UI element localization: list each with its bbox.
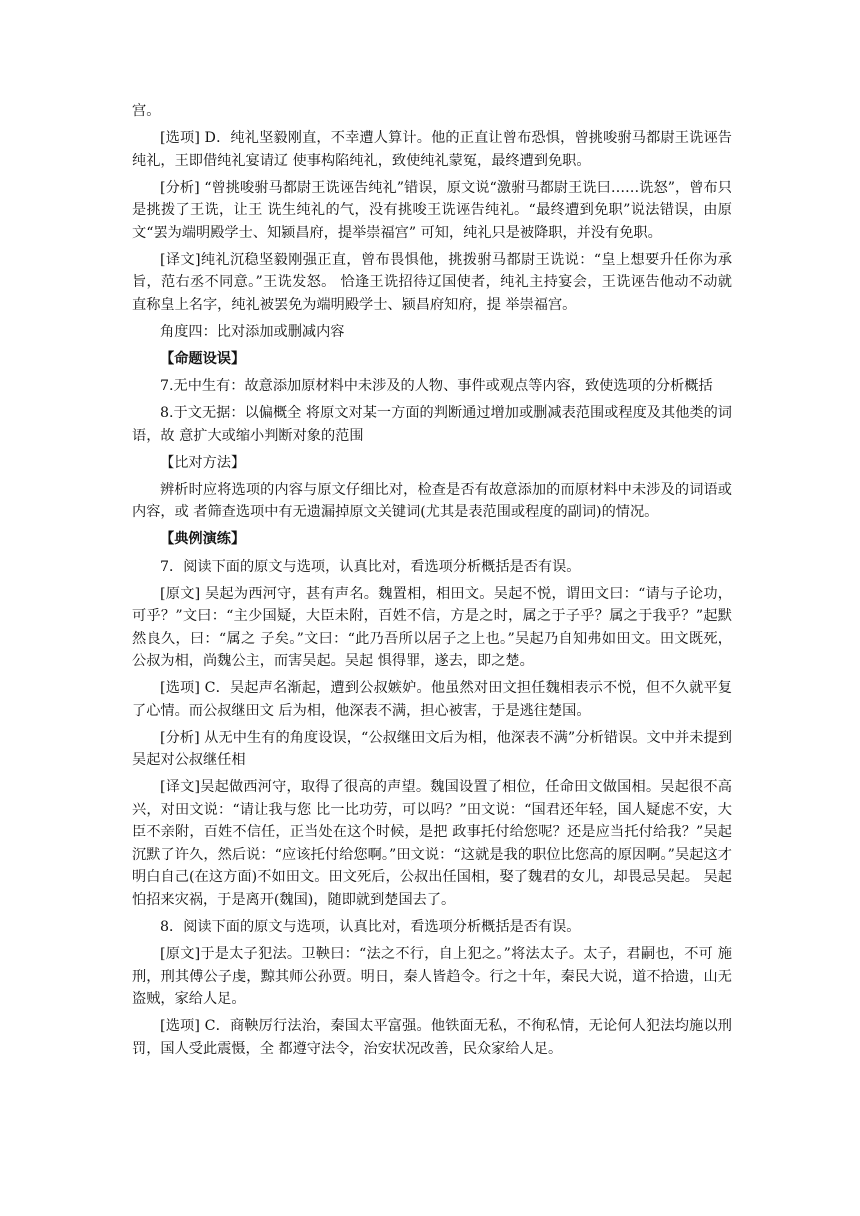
paragraph-original-7: [原文] 吴起为西河守，甚有声名。魏置相，相田文。吴起不悦，谓田文曰：“请与子论功， 可乎？”文曰：“主少国疑，大臣未附，百姓不信，方是之时，属之于子乎？属之于我乎？”起默然良久，曰：“属之 子矣。”文曰：“此乃吾所以居子之上也。”吴起乃自知弗如田文。田文既死，公叔为相，尚魏公主，而害吴起。吴起 惧得罪，遂去，即之楚。 bbox=[132, 585, 737, 670]
heading-comparison-method: 【比对方法】 bbox=[160, 454, 246, 471]
section-heading-angle-four: 角度四：比对添加或删减内容 bbox=[160, 323, 345, 340]
paragraph-translation-7: [译文]吴起做西河守，取得了很高的声望。魏国设置了相位，任命田文做国相。吴起很不高兴，对田文说：“请让我与您 比一比功劳，可以吗？”田文说：“国君还年轻，国人疑虑不安，大臣不亲附，百姓不信任，正当处在这个时候，是把 政事托付给您呢？还是应当托付给我？”吴起沉默了许久，然后说：“应该托付给您啊。”田文说：“这就是我的职位比您高的原因啊。”吴起这才明白自己(在这方面)不如田文。田文死后，公叔出任国相，娶了魏君的女儿，却畏忌吴起。 吴起怕招来灾祸，于是离开(魏国)，随即就到楚国去了。 bbox=[132, 779, 732, 908]
paragraph-analysis-7: [分析] 从无中生有的角度设误，“公叔继田文后为相，他深表不满”分析错误。文中并未提到吴起对公叔继任相 bbox=[132, 729, 732, 769]
paragraph-option-7: [选项] C．吴起声名渐起，遭到公叔嫉妒。他虽然对田文担任魏相表示不悦，但不久就平复了心情。而公叔继田文 后为相，他深表不满，担心被害，于是逃往楚国。 bbox=[132, 680, 732, 719]
paragraph-translation: [译文]纯礼沉稳坚毅刚强正直，曾布畏惧他，挑拨驸马都尉王诜说：“皇上想要升任你为承旨，范右丞不同意。”王诜发怒。 恰逢王诜招待辽国使者，纯礼主持宴会，王诜诬告他动不动就直称皇上名字，纯礼被罢免为端明殿学士、颍昌府知府，提 举崇福宫。 bbox=[132, 251, 732, 313]
paragraph-point-7: 7.无中生有：故意添加原材料中未涉及的人物、事件或观点等内容，致使选项的分析概括 bbox=[160, 378, 713, 395]
document-body bbox=[132, 100, 737, 1065]
paragraph-question-8: 8．阅读下面的原文与选项，认真比对，看选项分析概括是否有误。 bbox=[160, 919, 581, 935]
paragraph-option-d: [选项] D．纯礼坚毅刚直，不幸遭人算计。他的正直让曾布恐惧，曾挑唆驸马都尉王诜诬告纯礼，王即借纯礼宴请辽 使事构陷纯礼，致使纯礼蒙冤，最终遭到免职。 bbox=[132, 130, 732, 169]
paragraph-analysis: [分析] “曾挑唆驸马都尉王诜诬告纯礼”错误，原文说“激驸马都尉王诜曰……诜怒”，曾布只是挑拨了王诜，让王 诜生纯礼的气，没有挑唆王诜诬告纯礼。“最终遭到免职”说法错误，由原文“罢为端明殿学士、知颍昌府，提举崇福宫” 可知，纯礼只是被降职，并没有免职。 bbox=[132, 179, 732, 241]
paragraph-option-8: [选项] C．商鞅厉行法治，秦国太平富强。他铁面无私，不徇私情，无论何人犯法均施以刑罚，国人受此震慑，全 都遵守法令，治安状况改善，民众家给人足。 bbox=[132, 1018, 732, 1057]
paragraph-point-8: 8.于文无据：以偏概全 将原文对某一方面的判断通过增加或删减表范围或程度及其他类的词语，故 意扩大或缩小判断对象的范围 bbox=[132, 405, 732, 444]
paragraph-continuation: 宫。 bbox=[132, 103, 161, 119]
heading-examples: 【典例演练】 bbox=[160, 531, 246, 548]
paragraph-question-7: 7．阅读下面的原文与选项，认真比对，看选项分析概括是否有误。 bbox=[160, 558, 581, 575]
paragraph-method: 辨析时应将选项的内容与原文仔细比对，检查是否有故意添加的而原材料中未涉及的词语或内容，或 者筛查选项中有无遗漏掉原文关键词(尤其是表范围或程度的副词)的情况。 bbox=[132, 481, 732, 521]
heading-error-design: 【命题设误】 bbox=[160, 350, 246, 367]
paragraph-original-8: [原文]于是太子犯法。卫鞅曰：“法之不行，自上犯之。”将法太子。太子，君嗣也，不可 施刑，刑其傅公子虔，黥其师公孙贾。明日，秦人皆趋令。行之十年，秦民大说，道不拾遗，山无盗贼，家给人足。 bbox=[132, 946, 732, 1008]
